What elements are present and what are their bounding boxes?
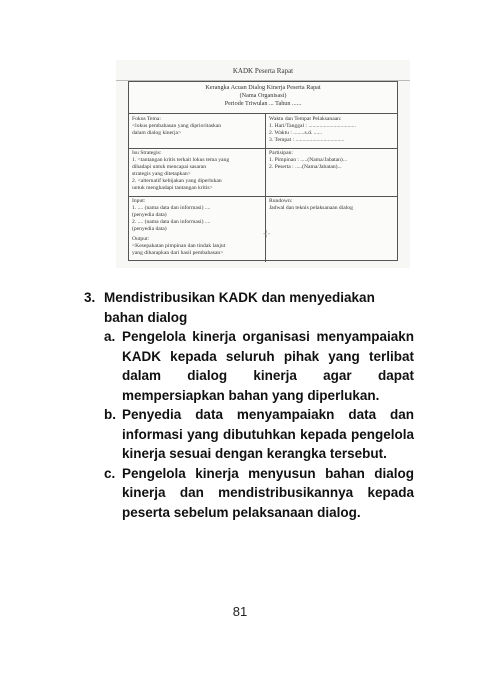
kadk-form-figure xyxy=(116,60,410,268)
cell-line: <Kesepakatan pimpinan dan tindak lanjut xyxy=(132,243,226,249)
cell-line: 2. Waktu : ........s.d. ...... xyxy=(269,130,323,136)
partisipan-cell xyxy=(266,148,397,196)
cell-line: 1. Pimpinan : .....(Nama/Jabatan)... xyxy=(269,157,347,163)
main-content xyxy=(84,288,414,522)
sub-item-text: Pengelola kinerja organisasi menyampaiakn KADK kepada seluruh pihak yang terlibat dalam dialog kinerja agar dapat mempersiapkan bahan yang diperlukan. xyxy=(122,329,414,403)
cursor-mark-icon: -¦- xyxy=(263,229,271,238)
rundown-cell xyxy=(266,196,397,262)
item-number: 3. xyxy=(84,290,96,305)
cell-line: 1. <tantangan kritis terkait lokus tema yang xyxy=(132,157,230,163)
item-text: Mendistribusikan KADK dan menyediakan bahan dialog xyxy=(104,290,375,325)
input-output-cell xyxy=(129,196,266,262)
form-title-line: Periode Triwulan ... Tahun ...... xyxy=(224,100,302,107)
sub-item-a xyxy=(84,327,414,405)
figure-header: KADK Peserta Rapat xyxy=(232,67,294,75)
form-title-line: (Nama Organisasi) xyxy=(239,92,287,99)
cell-line: Jadwal dan teknis pelaksanaan dialog xyxy=(269,205,353,211)
cell-line: 2. .... (nama data dan informasi) .... xyxy=(132,219,211,225)
cell-line: Fokus Tema: xyxy=(132,116,161,122)
form-title-line: Kerangka Acuan Dialog Kinerja Peserta Rapat xyxy=(205,84,321,91)
sub-item-b xyxy=(84,405,414,464)
form-row-isu xyxy=(129,148,397,197)
sub-item-label: b. xyxy=(104,407,116,422)
cell-line: Output: xyxy=(132,236,150,242)
list-item-3 xyxy=(84,288,414,327)
cell-line: Input: xyxy=(132,198,146,204)
cell-line: Rundown: xyxy=(269,198,293,204)
cell-line: Partisipan: xyxy=(269,150,293,156)
cell-line: Waktu dan Tempat Pelaksanaan: xyxy=(269,116,342,122)
form-title xyxy=(129,82,397,114)
cell-line: Isu Strategis: xyxy=(132,150,162,156)
sub-item-text: Penyedia data menyampaiakn data dan informasi yang dibutuhkan kepada pengelola kinerja sesuai dengan kerangka tersebut. xyxy=(122,407,414,461)
waktu-tempat-cell xyxy=(266,114,397,148)
cell-line: <lokus pembahasan yang diprioritaskan xyxy=(132,123,222,129)
cell-line: 2. Peserta : .....(Nama/Jabatan)... xyxy=(269,164,342,170)
sub-item-label: c. xyxy=(104,465,116,481)
fokus-tema-cell xyxy=(129,114,266,148)
cell-line: (penyedia data) xyxy=(132,226,167,232)
cell-line: 1. Hari/Tanggal : .................................. xyxy=(269,123,356,129)
sub-item-c xyxy=(84,464,414,523)
cell-line: (penyedia data) xyxy=(132,212,167,218)
cell-line: 3. Tempat : ................................... xyxy=(269,137,345,143)
cell-line: 2. <alternatif kebijakan yang diperlukan xyxy=(132,178,222,184)
cell-line: yang diharapkan dari hasil pembahasan> xyxy=(132,250,224,256)
page-number: 81 xyxy=(232,604,248,619)
cell-line: 1. .... (nama data dan informasi) .... xyxy=(132,205,211,211)
cell-line: dalam dialog kinerja> xyxy=(132,130,182,136)
sub-item-label: a. xyxy=(104,329,116,344)
sub-item-text: Pengelola kinerja menyusun bahan dialog kinerja dan mendistribusikannya kepada peserta sebelum pelaksanaan dialog. xyxy=(122,465,414,520)
isu-strategis-cell xyxy=(129,148,266,196)
form-row-fokus xyxy=(129,114,397,149)
cell-line: untuk menghadapi tantangan kritis> xyxy=(132,185,213,191)
cell-line: strategis yang ditetapkan> xyxy=(132,171,191,177)
cell-line: dihadapi untuk mencapai sasaran xyxy=(132,164,207,170)
